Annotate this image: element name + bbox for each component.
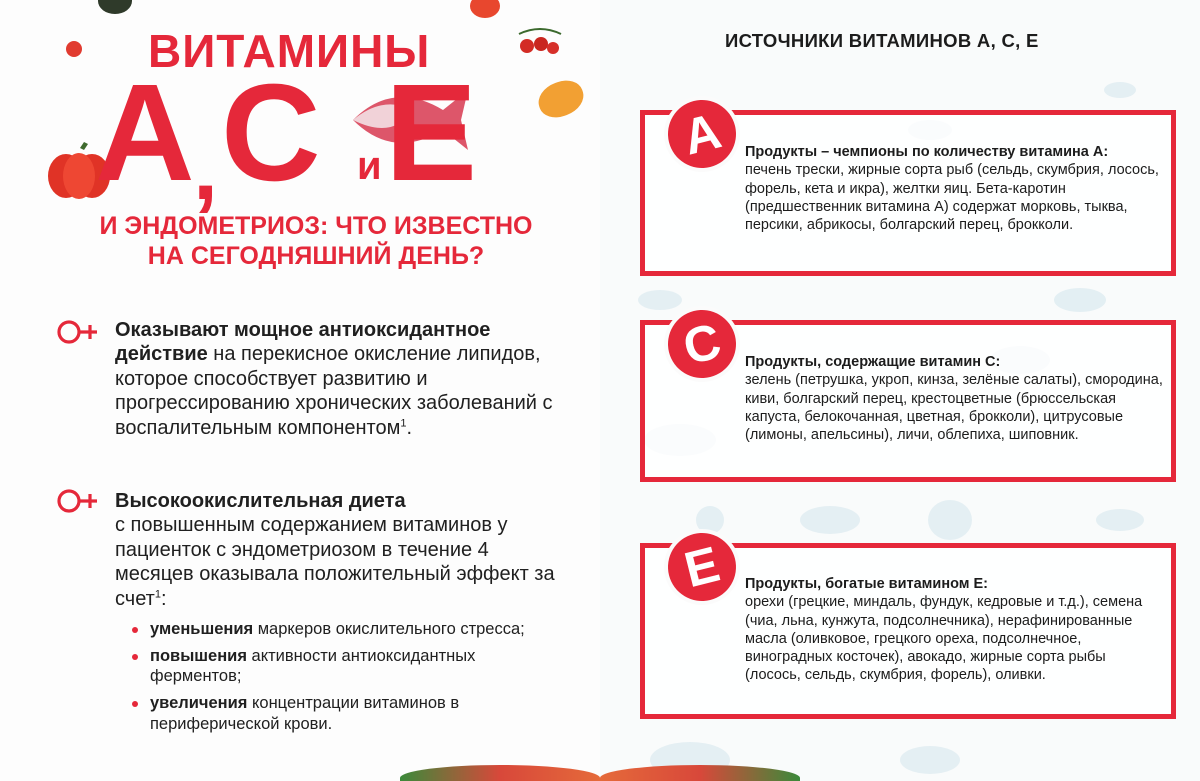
title-conjunction: и: [357, 144, 382, 188]
vitamin-e-body: орехи (грецкие, миндаль, фундук, кедровые и т.д.), семена (чиа, льна, кунжута, подсолнечника), нерафинированные масла (оливковое, грецкого ореха, подсолнечное, виноградных косточек), авокадо, жирные сорта рыбы (лосось, сельдь, скумбрия, форель), оливки.: [745, 594, 1143, 684]
point-diet-text: с повышенным содержанием витаминов у пациенток с эндометриозом в течение 4 месяцев оказывала положительный эффект за счет: [115, 514, 555, 610]
bullet-dot: [132, 654, 138, 660]
bottom-fruit-decoration: [400, 765, 600, 781]
vitamin-c-badge: C: [661, 303, 743, 385]
vitamin-c-text: [745, 353, 1165, 444]
bullet-dot: [132, 627, 138, 633]
title-letter-c: C: [221, 56, 321, 210]
apricot-decoration: [534, 75, 589, 123]
tomato-decoration: [470, 0, 500, 18]
vitamin-a-heading: Продукты – чемпионы по количеству витамина А:: [745, 144, 1109, 160]
point-antioxidant-text: на перекисное окисление липидов, которое способствует развитию и прогрессированию хронических заболеваний с воспалительным компонентом: [115, 343, 553, 439]
list-item-text: концентрации витаминов в периферической крови.: [150, 693, 460, 733]
vitamin-e-badge: E: [661, 526, 743, 608]
effects-list: [130, 619, 550, 740]
vitamin-a-body: печень трески, жирные сорта рыб (сельдь, скумбрия, лосось, форель, кета и икра), желтки яиц. Бета-каротин (предшественник витамина А) содержат морковь, тыква, персики, абрикосы, болгарский перец, брокколи.: [745, 162, 1159, 234]
point-antioxidant-bold: Оказывают мощное антиоксидантное действие: [115, 319, 491, 366]
sources-title: ИСТОЧНИКИ ВИТАМИНОВ А, С, Е: [725, 30, 1039, 51]
list-item: [130, 693, 550, 734]
vitamin-a-badge: A: [661, 93, 743, 175]
female-symbol-icon: [57, 487, 101, 515]
subtitle-line-2: НА СЕГОДНЯШНИЙ ДЕНЬ?: [147, 242, 485, 270]
title-letter-a: A: [95, 56, 195, 210]
point-antioxidant: [115, 318, 555, 440]
list-item-bold: уменьшения: [150, 620, 254, 638]
subtitle: [66, 211, 566, 271]
point-diet: [115, 489, 555, 611]
point-diet-end: :: [160, 587, 167, 610]
footnote-ref: 1: [400, 416, 407, 429]
point-diet-bold: Высокоокислительная диета: [115, 490, 406, 512]
vitamin-c-heading: Продукты, содержащие витамин С:: [745, 354, 1001, 370]
list-item-text: маркеров окислительного стресса;: [253, 620, 525, 638]
vitamin-e-text: [745, 575, 1165, 685]
list-item: [130, 619, 550, 640]
list-item-bold: увеличения: [150, 693, 248, 712]
berry-decoration: [66, 41, 82, 57]
bullet-dot: [132, 701, 138, 707]
subtitle-line-1: И ЭНДОМЕТРИОЗ: ЧТО ИЗВЕСТНО: [99, 212, 533, 240]
list-item-bold: повышения: [150, 646, 247, 665]
currant-decoration: [515, 26, 565, 58]
list-item: [130, 646, 550, 687]
point-antioxidant-end: .: [406, 416, 413, 439]
vitamin-e-heading: Продукты, богатые витамином Е:: [745, 576, 988, 592]
broccoli-decoration: [98, 0, 132, 14]
list-item-text: активности антиоксидантных ферментов;: [150, 646, 476, 686]
female-symbol-icon: [57, 318, 101, 346]
footnote-ref: 1: [154, 587, 161, 600]
title-comma: ,: [193, 119, 219, 219]
vitamin-c-body: зелень (петрушка, укроп, кинза, зелёные салаты), смородина, киви, болгарский перец, крестоцветные (брюссельская капуста, белокочанная, цветная, брокколи), цитрусовые (лимоны, апельсины), личи, облепиха, шиповник.: [745, 372, 1163, 444]
title-letter-e: E: [385, 56, 478, 210]
vitamin-a-text: [745, 143, 1165, 234]
title-vitamins: ВИТАМИНЫ: [148, 25, 431, 77]
